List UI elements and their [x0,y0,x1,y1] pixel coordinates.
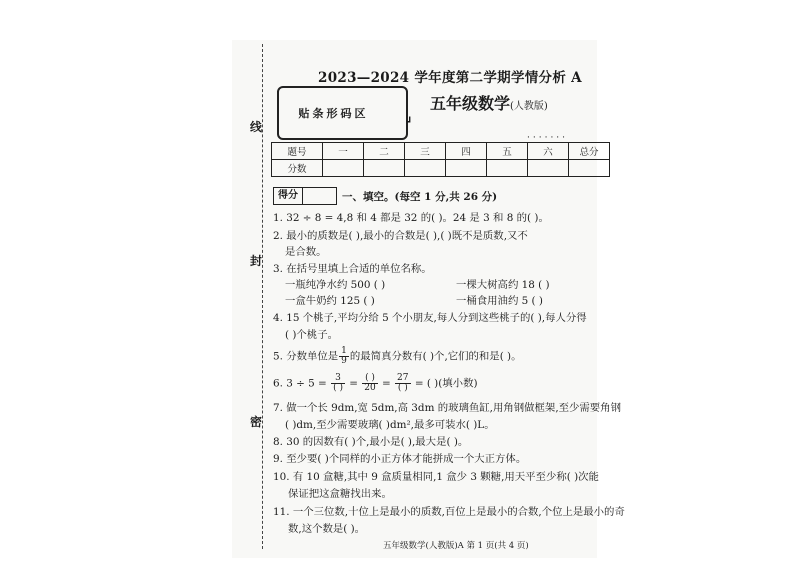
score-cell[interactable] [405,160,446,177]
section1-heading: 一、填空。(每空 1 分,共 26 分) [342,191,498,203]
question-1: 1. 32 ÷ 8 = 4,8 和 4 都是 32 的( )。24 是 3 和 8 的( )。 [273,212,549,224]
score-header-cell: 五 [487,143,528,160]
q6-f2-denominator: 20 [364,383,376,393]
q6-f3-numerator: 27 [397,373,409,383]
score-cell[interactable] [323,160,364,177]
q6-fraction-2 [362,374,377,393]
corner-mark: ┛ [407,118,413,128]
q6-fraction-3 [395,374,410,393]
barcode-area [277,86,408,140]
q6-f1-numerator: 3 [331,374,345,384]
question-4-line2: ( )个桃子。 [285,329,338,341]
score-header-cell: 六 [528,143,569,160]
question-3-item4: 一桶食用油约 5 ( ) [456,295,543,307]
edition-label: (人教版) [510,101,548,112]
question-10-line1: 10. 有 10 盒糖,其中 9 盒质量相同,1 盒少 3 颗糖,用天平至少称( )次能 [273,471,599,483]
question-7-line2: ( )dm,至少需要玻璃( )dm²,最多可装水( )L。 [285,419,495,431]
q6-fraction-1 [331,374,345,393]
defen-blank[interactable] [303,188,336,204]
subject-title [430,91,548,114]
question-2-line1: 2. 最小的质数是( ),最小的合数是( ),( )既不是质数,又不 [273,230,528,242]
score-cell[interactable] [528,160,569,177]
score-cell[interactable] [487,160,528,177]
score-header-cell: 三 [405,143,446,160]
question-3: 3. 在括号里填上合适的单位名称。 [273,263,432,275]
defen-label: 得分 [274,188,303,204]
q6-f1-denominator: ( ) [333,383,343,393]
score-row-label: 分数 [272,160,323,177]
score-table [271,142,610,177]
score-table-header-row [272,143,610,160]
question-2-line2: 是合数。 [285,246,327,258]
side-mark-feng: 封 [250,254,263,268]
score-cell[interactable] [446,160,487,177]
score-header-cell: 四 [446,143,487,160]
score-cell[interactable] [364,160,405,177]
subject-name: 五年级数学 [430,94,511,113]
question-6: 6. 3 ÷ 5 = $\frac{3}{( )}$ = $\frac{( )}{20}$ = $\frac{27}{( )}$ = ( )(填小数) [273,373,478,393]
q5-unit-fraction [339,347,349,366]
question-4-line1: 4. 15 个桃子,平均分给 5 个小朋友,每人分到这些桃子的( ),每人分得 [273,312,587,324]
question-5 [273,347,522,366]
exam-title: 2023—2024 学年度第二学期学情分析 A [318,70,582,86]
q5-suffix: 的最简真分数有( )个,它们的和是( )。 [349,350,522,363]
question-3-item1: 一瓶纯净水约 500 ( ) [285,279,386,291]
q6-f2-numerator: ( ) [362,374,377,384]
q6-suffix: = ( )(填小数) [414,377,478,390]
score-header-cell: 总分 [569,143,610,160]
q5-prefix: 5. 分数单位是 [273,350,339,363]
question-3-item2: 一棵大树高约 18 ( ) [456,279,550,291]
decorative-dots: ······· [527,133,569,143]
score-header-cell: 题号 [272,143,323,160]
q5-numerator: 1 [341,346,347,356]
question-7-line1: 7. 做一个长 9dm,宽 5dm,高 3dm 的玻璃鱼缸,用角钢做框架,至少需要角钢 [273,402,621,414]
question-3-item3: 一盒牛奶约 125 ( ) [285,295,375,307]
page-footer: 五年级数学(人教版)A 第 1 页(共 4 页) [383,541,529,551]
q6-prefix: 6. 3 ÷ 5 = [273,377,327,390]
barcode-label: 贴条形码区 [298,107,369,120]
side-mark-xian: 线 [250,120,263,134]
question-8: 8. 30 的因数有( )个,最小是( ),最大是( )。 [273,436,469,448]
binding-dashed-line [262,44,263,549]
q5-denominator: 9 [341,356,347,366]
question-11-line1: 11. 一个三位数,十位上是最小的质数,百位上是最小的合数,个位上是最小的奇 [273,506,625,518]
question-10-line2: 保证把这盒糖找出来。 [288,488,392,500]
q6-f3-denominator: ( ) [397,383,408,393]
side-mark-mi: 密 [250,415,263,429]
score-header-cell: 一 [323,143,364,160]
section-score-box [273,187,337,205]
question-11-line2: 数,这个数是( )。 [288,523,366,535]
question-9: 9. 至少要( )个同样的小正方体才能拼成一个大正方体。 [273,453,527,465]
score-cell[interactable] [569,160,610,177]
score-table-score-row [272,160,610,177]
score-header-cell: 二 [364,143,405,160]
